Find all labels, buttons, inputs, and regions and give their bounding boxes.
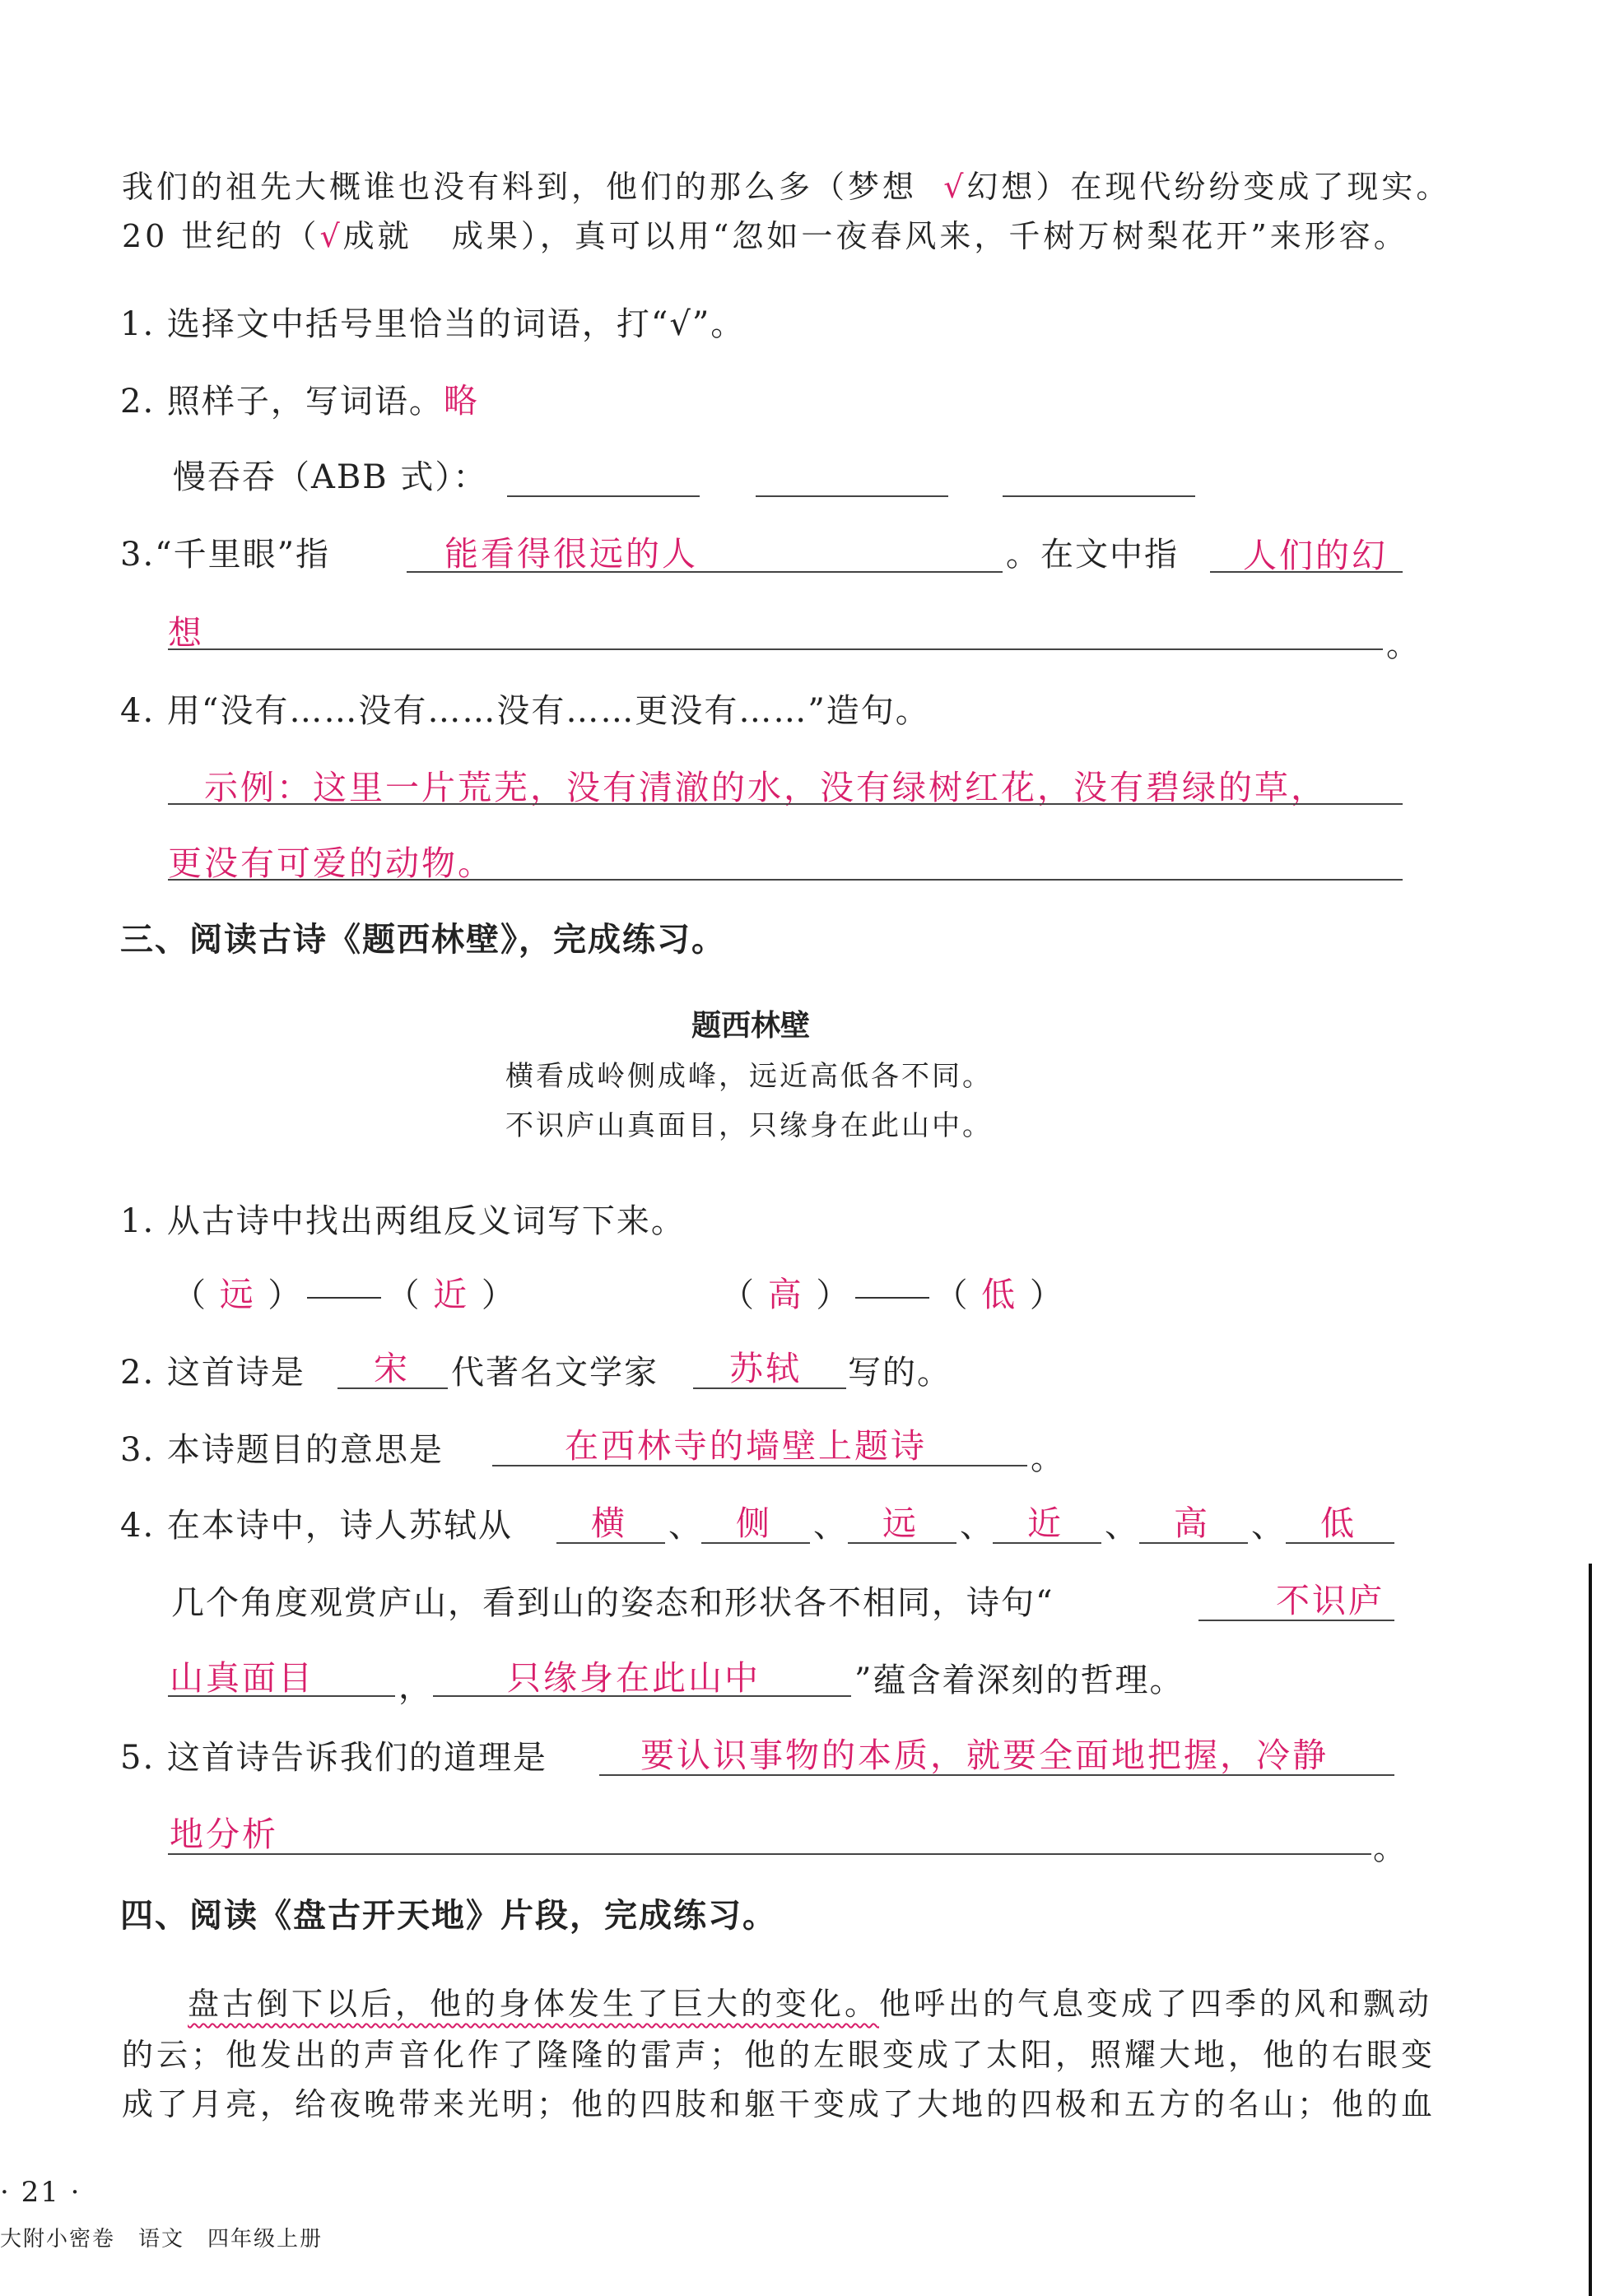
- question-3: 3.“千里眼”指: [120, 536, 331, 574]
- check-mark-icon: √: [943, 169, 967, 205]
- page-number: · 21 ·: [0, 2176, 81, 2209]
- question-2: 2. 这首诗是: [120, 1354, 305, 1392]
- comma: 、: [1105, 1507, 1139, 1545]
- answer-text: 近: [1027, 1504, 1063, 1543]
- book-title: 大附小密卷 语文 四年级上册: [0, 2227, 323, 2252]
- answer-text: 近: [433, 1275, 470, 1314]
- comma: ，: [398, 1668, 433, 1706]
- paragraph-line-3: 成了月亮，给夜晚带来光明；他的四肢和躯干变成了大地的四极和五方的名山；他的血: [122, 2086, 1436, 2122]
- page-edge-line: [1589, 1564, 1592, 2296]
- question-1: 1. 选择文中括号里恰当的词语，打“√”。: [120, 305, 746, 343]
- question-4: 4. 用“没有……没有……没有……更没有……”造句。: [120, 692, 930, 730]
- comma: 、: [668, 1507, 703, 1545]
- answer-blank: [168, 803, 1403, 805]
- question-2-example: 慢吞吞（ABB 式）：: [173, 458, 488, 496]
- answer-text: 更没有可爱的动物。: [168, 844, 494, 883]
- poem-title: 题西林壁: [691, 1009, 811, 1043]
- answer-blank: [168, 648, 1383, 650]
- paragraph-text: 他呼出的气息变成了四季的风和飘动: [879, 1986, 1433, 2022]
- question-4: 4. 在本诗中，诗人苏轼从: [120, 1507, 513, 1545]
- question-3: 3. 本诗题目的意思是: [120, 1431, 444, 1469]
- question-5-end: 。: [1373, 1829, 1408, 1867]
- comma: 、: [960, 1507, 994, 1545]
- answer-text: 横: [591, 1504, 627, 1543]
- answer-text: 低: [981, 1275, 1018, 1314]
- answer-text: 示例：这里一片荒芜，没有清澈的水，没有绿树红花，没有碧绿的草，: [204, 768, 1327, 807]
- answer-text: 要认识事物的本质，就要全面地把握，冷静: [640, 1736, 1329, 1775]
- answer-text: 低: [1320, 1504, 1357, 1543]
- question-4-line-2: 几个角度观赏庐山，看到山的姿态和形状各不相同，诗句“: [171, 1584, 1054, 1622]
- section-heading: 四、阅读《盘古开天地》片段，完成练习。: [120, 1897, 777, 1935]
- choice-word: 成就: [342, 218, 412, 254]
- antonym-pair-2: （ 高 ） （ 低 ）: [721, 1275, 1064, 1314]
- answer-text: 山真面目: [170, 1658, 314, 1698]
- dash: [855, 1297, 929, 1299]
- answer-text: 地分析: [170, 1815, 278, 1854]
- answer-text: 只缘身在此山中: [507, 1658, 761, 1698]
- underlined-sentence: 盘古倒下以后，他的身体发生了巨大的变化。: [188, 1986, 880, 2022]
- question-text: 2. 照样子，写词语。: [120, 383, 444, 421]
- comma: 、: [1251, 1507, 1286, 1545]
- answer-blank[interactable]: [1003, 495, 1195, 497]
- comma: 、: [813, 1507, 848, 1545]
- answer-text: 想: [168, 613, 204, 653]
- question-4-end: ”蕴含着深刻的哲理。: [854, 1662, 1184, 1699]
- answer-blank: [168, 1695, 395, 1697]
- answer-text: 宋: [374, 1349, 410, 1388]
- antonym-pair-1: （ 远 ） （ 近 ）: [173, 1275, 516, 1314]
- passage-text: ）在现代纷纷变成了现实。: [1036, 169, 1451, 205]
- passage-text: 20 世纪的（: [122, 218, 320, 254]
- question-3-end: 。: [1031, 1439, 1065, 1477]
- poem-line: 不识庐山真面目，只缘身在此山中。: [505, 1109, 993, 1142]
- answer-text: 远: [882, 1504, 919, 1543]
- answer-text: 不识庐: [1276, 1581, 1385, 1620]
- answer-blank[interactable]: [756, 495, 948, 497]
- answer-text: 能看得很远的人: [444, 534, 698, 574]
- answer-blank: [168, 1853, 1371, 1855]
- poem-line: 横看成岭侧成峰，远近高低各不同。: [505, 1060, 993, 1093]
- passage-text: 我们的祖先大概谁也没有料到，他们的那么多（梦想: [122, 169, 918, 205]
- question-3-end: 。: [1386, 626, 1421, 664]
- answer-text: 远: [219, 1275, 256, 1314]
- paragraph-line-1: [188, 1978, 1432, 2024]
- answer-text: 高: [1174, 1504, 1210, 1543]
- question-3-middle: 。在文中指: [1006, 536, 1179, 574]
- answer-text: 略: [443, 381, 480, 421]
- choice-checked: [943, 169, 1036, 205]
- dash: [307, 1297, 381, 1299]
- answer-text: 人们的幻: [1243, 536, 1388, 575]
- answer-blank[interactable]: [507, 495, 700, 497]
- question-2: [120, 374, 480, 422]
- question-2-end: 写的。: [848, 1354, 952, 1392]
- answer-blank: [168, 879, 1403, 881]
- answer-text: 苏轼: [729, 1349, 802, 1388]
- passage-line-2: [122, 211, 1408, 256]
- answer-text: 侧: [736, 1504, 772, 1543]
- question-5: 5. 这首诗告诉我们的道理是: [120, 1739, 547, 1777]
- question-1: 1. 从古诗中找出两组反义词写下来。: [120, 1202, 686, 1240]
- section-heading: 三、阅读古诗《题西林壁》，完成练习。: [120, 921, 726, 959]
- answer-text: 在西林寺的墙壁上题诗: [565, 1426, 927, 1466]
- passage-line-1: [122, 161, 1450, 207]
- check-mark-icon: √: [319, 218, 343, 254]
- answer-text: 高: [767, 1275, 804, 1314]
- choice-word: 幻想: [966, 169, 1036, 205]
- passage-text: 成果），真可以用“忽如一夜春风来，千树万树梨花开”来形容。: [451, 218, 1408, 254]
- question-2-middle: 代著名文学家: [451, 1354, 659, 1392]
- paragraph-line-2: 的云；他发出的声音化作了隆隆的雷声；他的左眼变成了太阳，照耀大地，他的右眼变: [122, 2037, 1436, 2073]
